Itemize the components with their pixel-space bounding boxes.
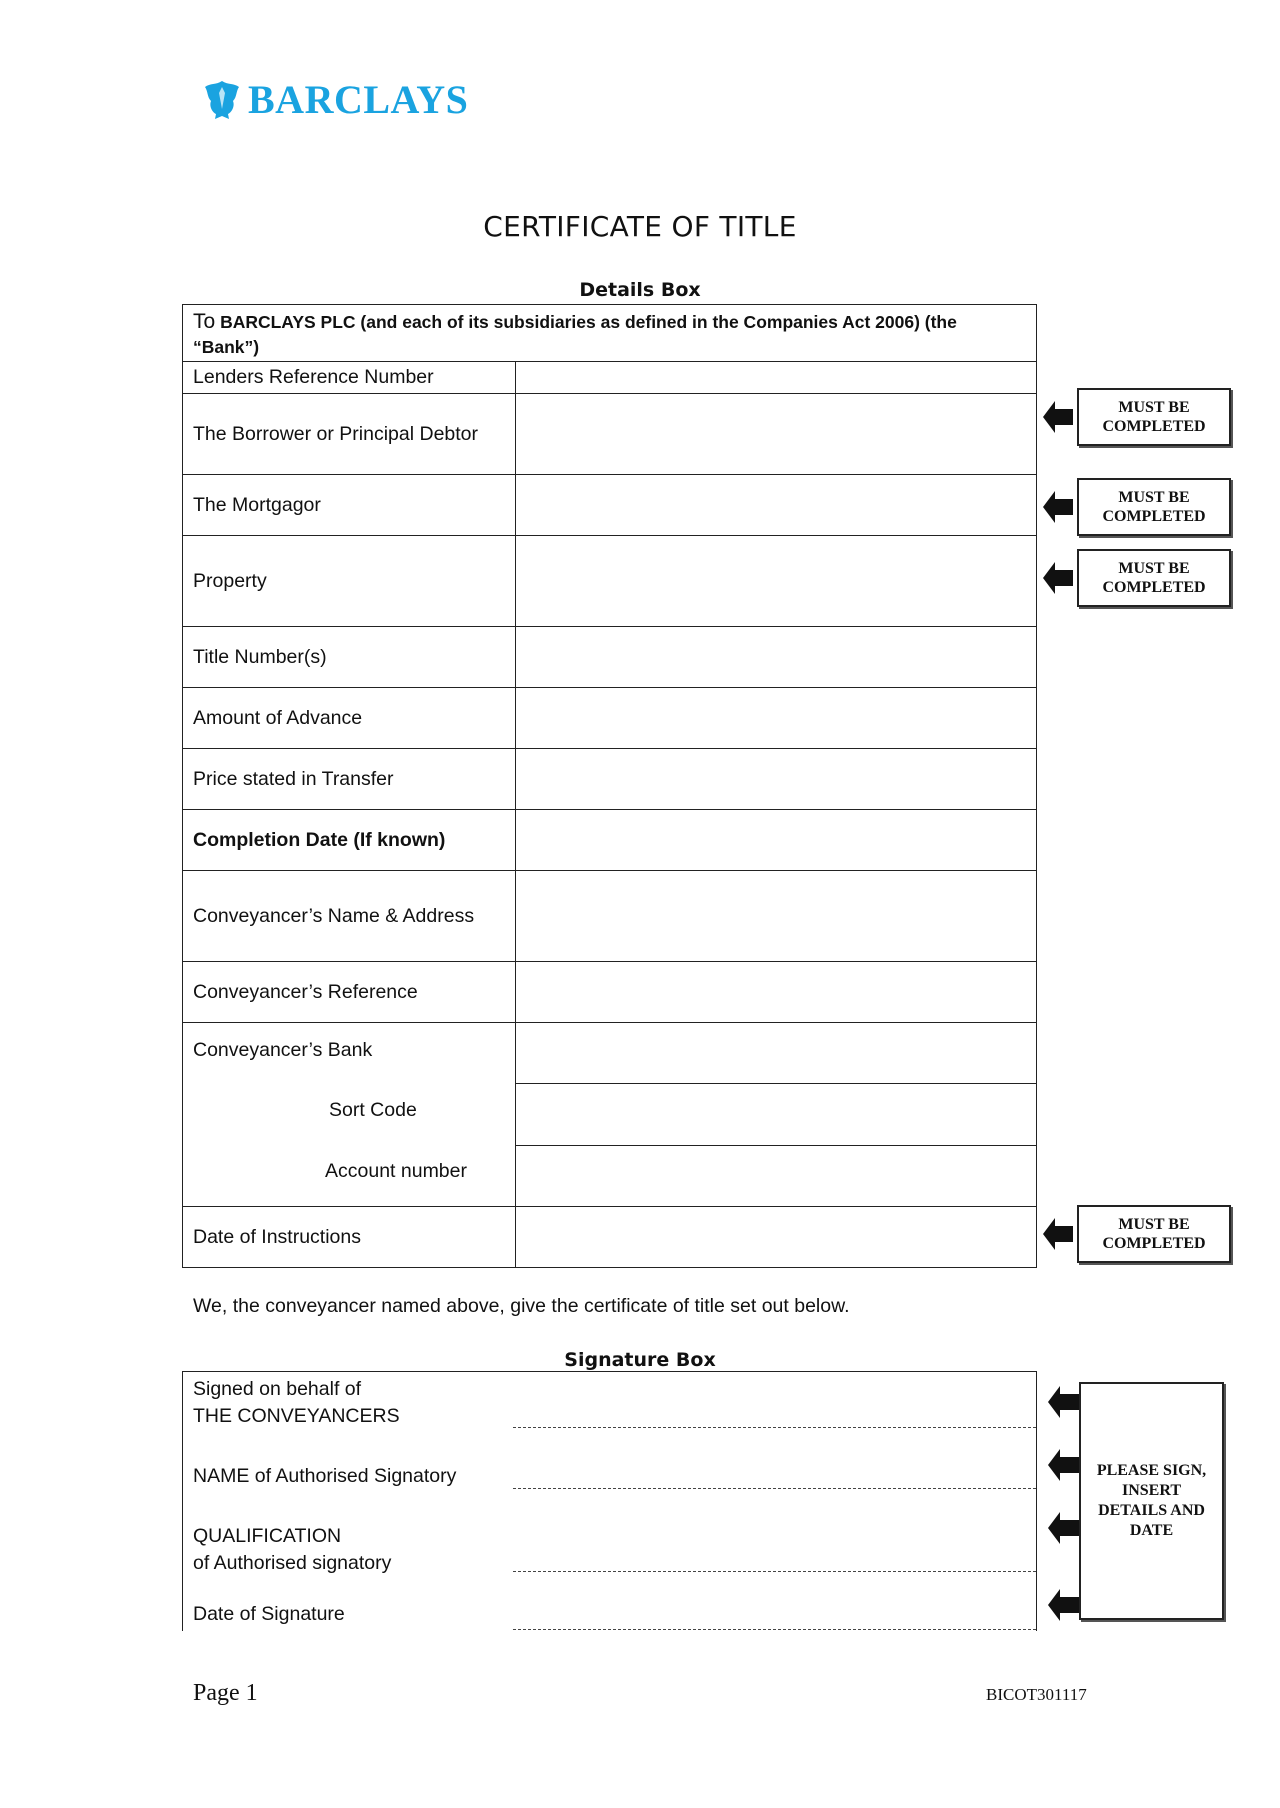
arrow-left-icon xyxy=(1048,1508,1080,1548)
borrower-field[interactable] xyxy=(516,394,1036,474)
row-completion-date xyxy=(183,809,1036,870)
to-prefix: To xyxy=(193,310,216,333)
lenders-ref-field[interactable] xyxy=(516,362,1036,393)
completion-date-field[interactable] xyxy=(516,810,1036,870)
sort-code-field[interactable] xyxy=(516,1083,1036,1144)
account-number-field[interactable] xyxy=(516,1145,1036,1206)
date-signature-field[interactable] xyxy=(513,1629,1036,1630)
qualification-label xyxy=(193,1523,391,1577)
document-code: BICOT301117 xyxy=(986,1685,1087,1704)
name-signatory-field[interactable] xyxy=(513,1488,1036,1489)
page-title: CERTIFICATE OF TITLE xyxy=(483,210,797,243)
row-price-transfer xyxy=(183,748,1036,809)
details-box-caption: Details Box xyxy=(579,279,701,301)
addressee-row xyxy=(183,305,1036,361)
addressee-text: BARCLAYS PLC (and each of its subsidiaries as defined in the Companies Act 2006) (the “Bank”) xyxy=(193,312,957,357)
must-be-completed-badge: MUST BE COMPLETED xyxy=(1077,549,1231,607)
sort-code-label: Sort Code xyxy=(329,1099,417,1121)
row-title-numbers xyxy=(183,626,1036,687)
conveyancer-bank-field[interactable] xyxy=(516,1023,1036,1083)
bank-fields xyxy=(516,1023,1036,1206)
date-instructions-label: Date of Instructions xyxy=(183,1207,516,1267)
arrow-left-icon xyxy=(1048,1585,1080,1625)
eagle-icon xyxy=(202,79,242,121)
signature-box xyxy=(182,1371,1037,1631)
row-property xyxy=(183,535,1036,626)
property-label: Property xyxy=(183,536,516,626)
price-transfer-field[interactable] xyxy=(516,749,1036,809)
arrow-left-icon xyxy=(1048,1382,1080,1422)
must-complete-mortgagor xyxy=(1043,478,1231,536)
bank-labels xyxy=(183,1023,516,1206)
page-number: Page 1 xyxy=(193,1680,258,1706)
must-be-completed-badge: MUST BE COMPLETED xyxy=(1077,388,1231,446)
must-complete-property xyxy=(1043,549,1231,607)
conveyancer-name-field[interactable] xyxy=(516,871,1036,961)
arrow-left-icon xyxy=(1043,558,1073,598)
row-date-instructions xyxy=(183,1206,1036,1267)
date-signature-label: Date of Signature xyxy=(193,1603,345,1625)
signed-line2: THE CONVEYANCERS xyxy=(193,1405,400,1427)
row-amount-advance xyxy=(183,687,1036,748)
must-complete-borrower xyxy=(1043,388,1231,446)
price-transfer-label: Price stated in Transfer xyxy=(183,749,516,809)
mortgagor-field[interactable] xyxy=(516,475,1036,535)
title-numbers-label: Title Number(s) xyxy=(183,627,516,687)
row-conveyancer-ref xyxy=(183,961,1036,1022)
account-number-label: Account number xyxy=(325,1160,467,1182)
qualification-line2: of Authorised signatory xyxy=(193,1552,392,1574)
please-sign-note: PLEASE SIGN, INSERT DETAILS AND DATE xyxy=(1079,1382,1224,1620)
conveyancer-bank-label: Conveyancer’s Bank xyxy=(193,1039,373,1061)
row-conveyancer-name xyxy=(183,870,1036,961)
arrow-left-icon xyxy=(1043,1214,1073,1254)
mortgagor-label: The Mortgagor xyxy=(183,475,516,535)
conveyancer-ref-field[interactable] xyxy=(516,962,1036,1022)
row-mortgagor xyxy=(183,474,1036,535)
signature-field[interactable] xyxy=(513,1427,1036,1428)
must-be-completed-badge: MUST BE COMPLETED xyxy=(1077,1205,1231,1263)
name-signatory-label: NAME of Authorised Signatory xyxy=(193,1465,457,1487)
signed-line1: Signed on behalf of xyxy=(193,1378,362,1400)
must-complete-date-instructions xyxy=(1043,1205,1231,1263)
borrower-label: The Borrower or Principal Debtor xyxy=(183,394,516,474)
barclays-logo xyxy=(202,76,468,123)
amount-advance-label: Amount of Advance xyxy=(183,688,516,748)
arrow-left-icon xyxy=(1043,487,1073,527)
certificate-statement: We, the conveyancer named above, give the certificate of title set out below. xyxy=(193,1295,850,1317)
details-box xyxy=(182,304,1037,1268)
arrow-left-icon xyxy=(1043,397,1073,437)
bank-group xyxy=(183,1022,1036,1206)
signature-box-caption: Signature Box xyxy=(564,1349,716,1371)
must-be-completed-badge: MUST BE COMPLETED xyxy=(1077,478,1231,536)
brand-name: BARCLAYS xyxy=(248,77,469,122)
property-field[interactable] xyxy=(516,536,1036,626)
qualification-line1: QUALIFICATION xyxy=(193,1525,342,1547)
signed-on-behalf-label xyxy=(193,1376,400,1430)
date-instructions-field[interactable] xyxy=(516,1207,1036,1267)
conveyancer-ref-label: Conveyancer’s Reference xyxy=(183,962,516,1022)
amount-advance-field[interactable] xyxy=(516,688,1036,748)
completion-date-label: Completion Date (If known) xyxy=(183,810,516,870)
conveyancer-name-label: Conveyancer’s Name & Address xyxy=(183,871,516,961)
qualification-field[interactable] xyxy=(513,1571,1036,1572)
row-borrower xyxy=(183,393,1036,474)
lenders-ref-label: Lenders Reference Number xyxy=(183,362,516,393)
arrow-left-icon xyxy=(1048,1445,1080,1485)
row-lenders-ref xyxy=(183,361,1036,393)
title-numbers-field[interactable] xyxy=(516,627,1036,687)
